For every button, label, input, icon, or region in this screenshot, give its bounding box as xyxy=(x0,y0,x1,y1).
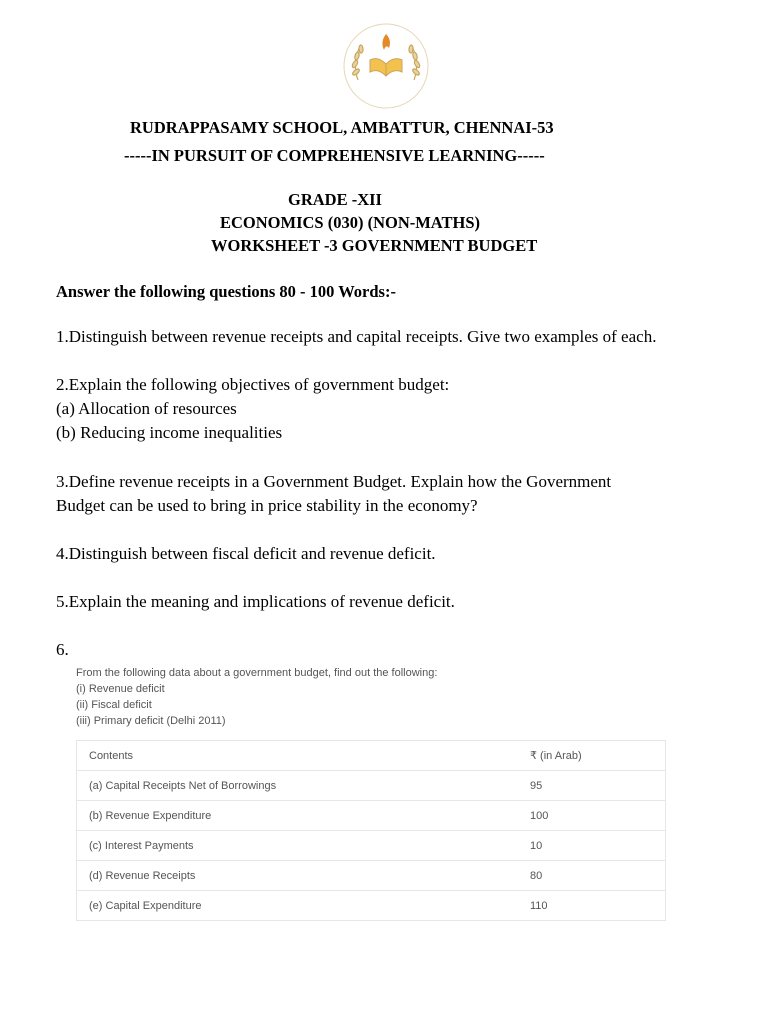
question-line: 6. xyxy=(56,640,69,659)
table-cell: (b) Revenue Expenditure xyxy=(77,801,519,831)
table-cell: 80 xyxy=(518,861,666,891)
question-line: 4.Distinguish between fiscal deficit and revenue deficit. xyxy=(56,544,436,563)
table-row xyxy=(77,831,666,861)
school-motto: -----IN PURSUIT OF COMPREHENSIVE LEARNING----- xyxy=(124,146,545,165)
table-cell: (c) Interest Payments xyxy=(77,831,519,861)
question-line: (b) Reducing income inequalities xyxy=(56,423,283,442)
table-row xyxy=(77,891,666,921)
table-row xyxy=(77,861,666,891)
question-2 xyxy=(56,373,449,445)
worksheet-title: WORKSHEET -3 GOVERNMENT BUDGET xyxy=(211,236,538,255)
school-logo xyxy=(336,20,436,112)
q6-intro-line: (ii) Fiscal deficit xyxy=(76,699,152,711)
table-header-cell: ₹ (in Arab) xyxy=(530,750,582,762)
question-line: 2.Explain the following objectives of government budget: xyxy=(56,375,450,394)
question-line: 3.Define revenue receipts in a Government Budget. Explain how the Government xyxy=(56,472,612,491)
table-cell: 100 xyxy=(518,801,666,831)
table-header-row xyxy=(77,741,666,771)
q6-intro-line: From the following data about a government budget, find out the following: xyxy=(76,667,438,679)
question-6 xyxy=(56,638,69,662)
budget-data-table xyxy=(76,740,666,921)
question-5 xyxy=(56,590,455,614)
question-1 xyxy=(56,325,656,349)
grade-label: GRADE -XII xyxy=(288,190,382,209)
table-cell: 110 xyxy=(518,891,666,921)
table-cell: 10 xyxy=(518,831,666,861)
table-cell: (e) Capital Expenditure xyxy=(77,891,519,921)
table-header-cell: Contents xyxy=(89,749,134,762)
q6-intro xyxy=(76,665,437,729)
subject-label: ECONOMICS (030) (NON-MATHS) xyxy=(220,213,481,232)
table-row xyxy=(77,801,666,831)
question-4 xyxy=(56,542,436,566)
school-emblem-icon xyxy=(336,20,436,112)
question-line: (a) Allocation of resources xyxy=(56,399,237,418)
question-line: 1.Distinguish between revenue receipts and capital receipts. Give two examples of each. xyxy=(56,327,657,346)
table-row xyxy=(77,771,666,801)
table-cell: 95 xyxy=(518,771,666,801)
question-line: Budget can be used to bring in price stability in the economy? xyxy=(56,496,478,515)
school-name: RUDRAPPASAMY SCHOOL, AMBATTUR, CHENNAI-53 xyxy=(130,118,554,137)
q6-intro-line: (i) Revenue deficit xyxy=(76,683,165,695)
instruction: Answer the following questions 80 - 100 Words:- xyxy=(56,282,396,301)
question-line: 5.Explain the meaning and implications of revenue deficit. xyxy=(56,592,455,611)
question-3 xyxy=(56,470,611,518)
q6-intro-line: (iii) Primary deficit (Delhi 2011) xyxy=(76,715,226,727)
table-cell: (d) Revenue Receipts xyxy=(77,861,519,891)
table-cell: (a) Capital Receipts Net of Borrowings xyxy=(77,771,519,801)
